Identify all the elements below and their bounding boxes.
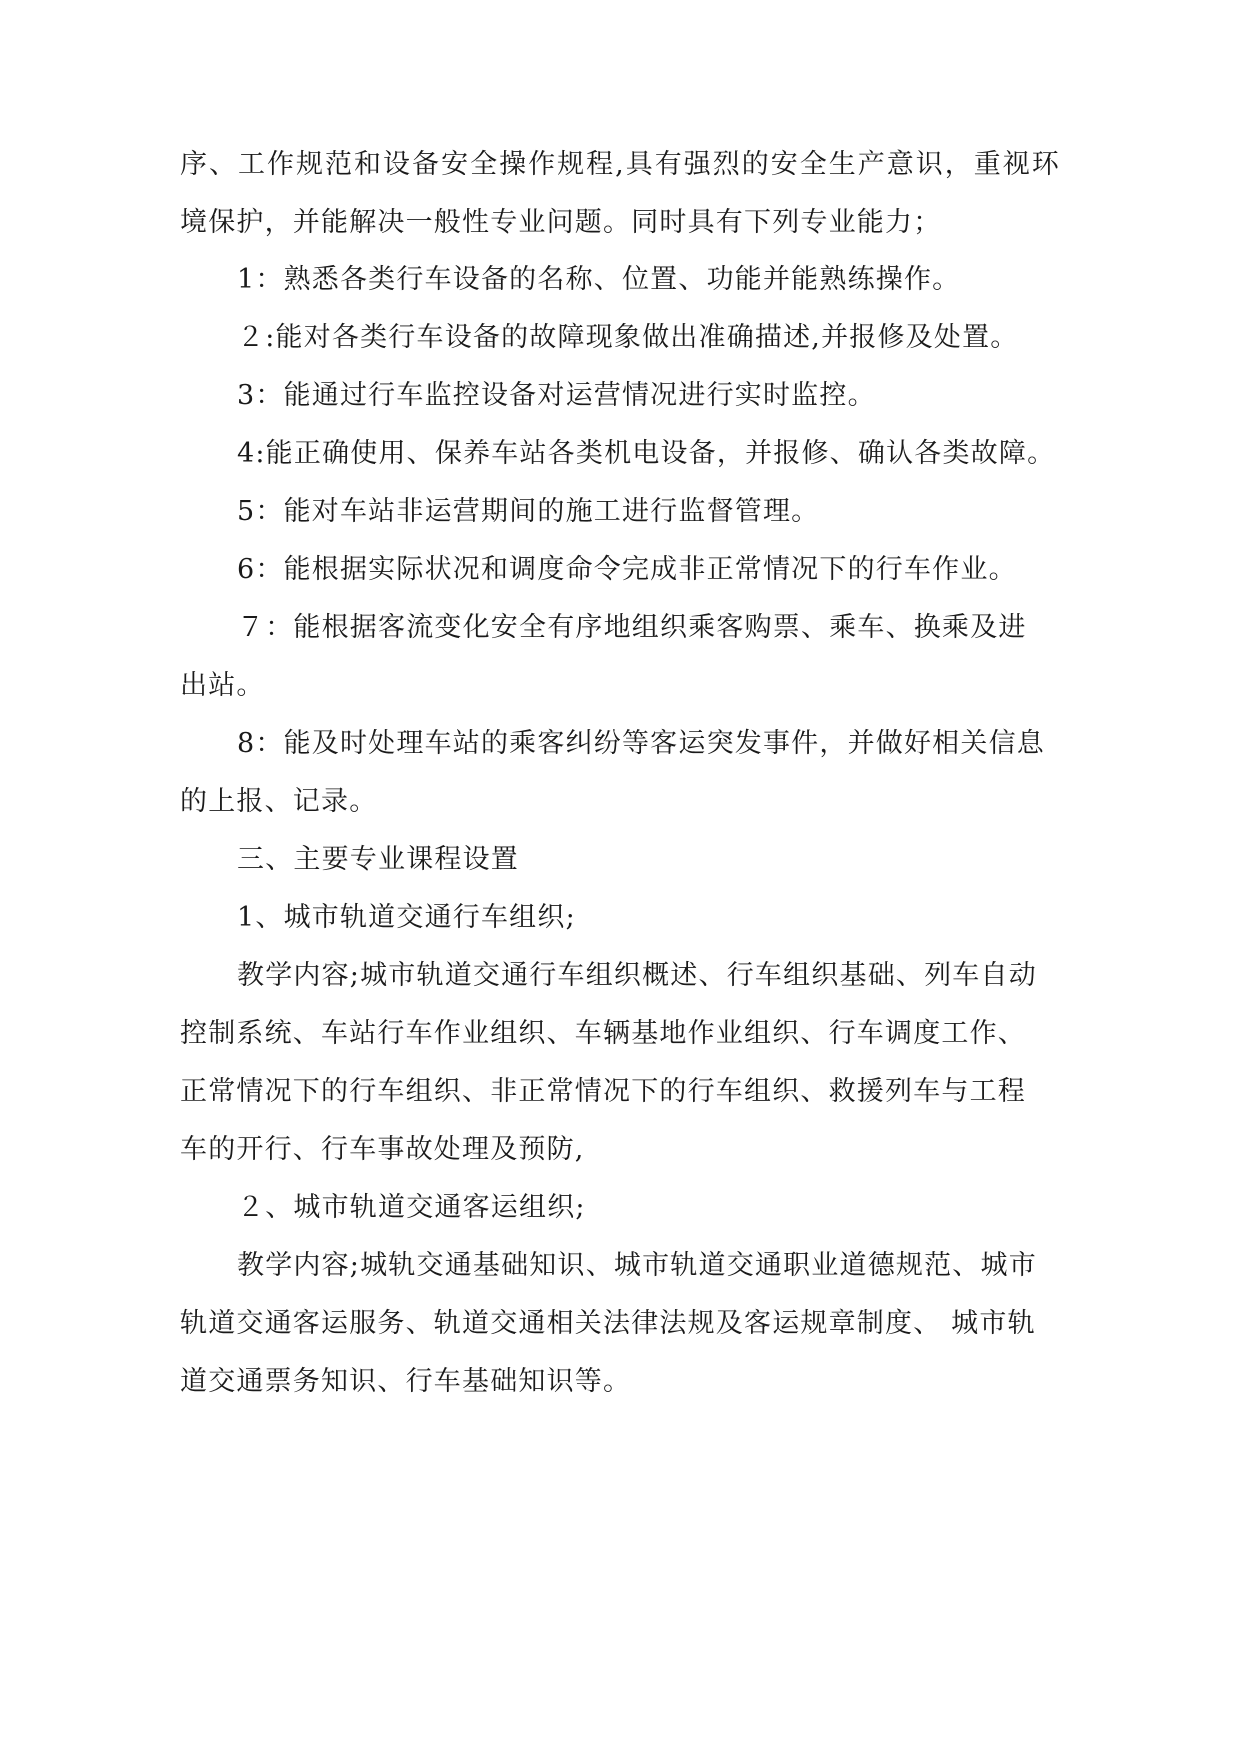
list-item: 1：熟悉各类行车设备的名称、位置、功能并能熟练操作。 bbox=[237, 264, 961, 295]
list-item: ７：能根据客流变化安全有序地组织乘客购票、乘车、换乘及进 bbox=[237, 612, 1027, 643]
list-item: 8：能及时处理车站的乘客纠纷等客运突发事件，并做好相关信息 bbox=[237, 728, 1045, 759]
text-line: 出站。 bbox=[180, 670, 265, 701]
list-item: 6：能根据实际状况和调度命令完成非正常情况下的行车作业。 bbox=[237, 554, 1017, 585]
text-line: 教学内容;城市轨道交通行车组织概述、行车组织基础、列车自动 bbox=[237, 960, 1037, 991]
list-item: 5：能对车站非运营期间的施工进行监督管理。 bbox=[237, 496, 820, 527]
course-title: ２、城市轨道交通客运组织; bbox=[237, 1192, 586, 1223]
section-heading: 三、主要专业课程设置 bbox=[237, 844, 519, 875]
text-line: 道交通票务知识、行车基础知识等。 bbox=[180, 1366, 632, 1397]
text-line: 轨道交通客运服务、轨道交通相关法律法规及客运规章制度、 城市轨 bbox=[180, 1308, 1036, 1339]
text-line: 序、工作规范和设备安全操作规程,具有强烈的安全生产意识，重视环 bbox=[180, 149, 1060, 180]
list-item: ２:能对各类行车设备的故障现象做出准确描述,并报修及处置。 bbox=[237, 322, 1019, 353]
text-line: 的上报、记录。 bbox=[180, 786, 378, 817]
list-item: 3：能通过行车监控设备对运营情况进行实时监控。 bbox=[237, 380, 876, 411]
text-line: 正常情况下的行车组织、非正常情况下的行车组织、救援列车与工程 bbox=[180, 1076, 1026, 1107]
text-line: 境保护，并能解决一般性专业问题。同时具有下列专业能力； bbox=[180, 207, 942, 238]
course-title: 1、城市轨道交通行车组织; bbox=[237, 902, 576, 933]
text-line: 教学内容;城轨交通基础知识、城市轨道交通职业道德规范、城市 bbox=[237, 1250, 1037, 1281]
text-line: 控制系统、车站行车作业组织、车辆基地作业组织、行车调度工作、 bbox=[180, 1018, 1026, 1049]
text-line: 车的开行、行车事故处理及预防, bbox=[180, 1134, 585, 1165]
list-item: 4:能正确使用、保养车站各类机电设备，并报修、确认各类故障。 bbox=[237, 438, 1056, 469]
